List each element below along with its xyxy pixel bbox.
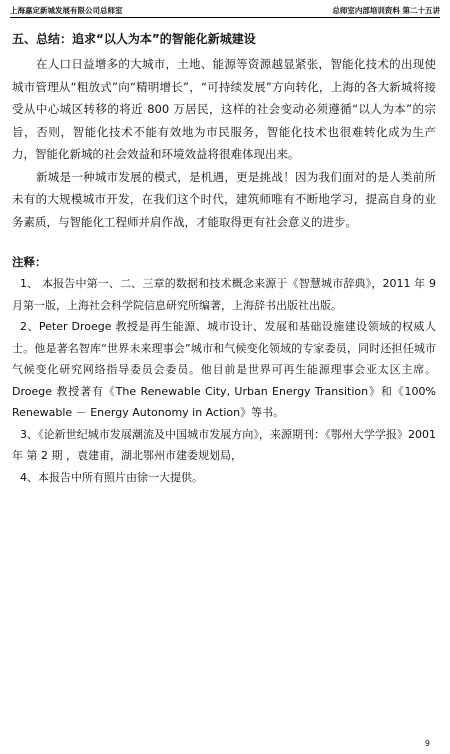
header-divider [10, 17, 440, 18]
note-item-1: 1、 本报告中第一、二、三章的数据和技术概念来源于《智慧城市辞典》，2011 年 9 月第一版，上海社会科学院信息研究所编著，上海辞书出版社出版。 [12, 277, 436, 312]
body-paragraph-2: 新城是一种城市发展的模式，是机遇，更是挑战！因为我们面对的是人类前所未有的大规模城市开发，在我们这个时代，建筑师唯有不断地学习，提高自身的业务素质，与智能化工程师并肩作战，才能取得更有社会意义的进步。 [12, 169, 436, 229]
section-spacer [12, 233, 436, 251]
document-body [12, 30, 436, 488]
notes-title: 注释： [12, 255, 47, 269]
header-series-title: 总师室内部培训资料 第二十五讲 [332, 6, 440, 15]
note-item-4: 4、本报告中所有照片由徐一大提供。 [20, 470, 203, 484]
page-number: 9 [424, 739, 430, 748]
section-title: 五、总结：追求“以人为本”的智能化新城建设 [12, 32, 256, 46]
page-header [10, 2, 440, 16]
header-organization: 上海嘉定新城发展有限公司总师室 [10, 6, 123, 15]
body-paragraph-1: 在人口日益增多的大城市，土地、能源等资源越显紧张，智能化技术的出现使城市管理从“粗放式”向“精明增长”，“可持续发展”方向转化，上海的各大新城将接受从中心城区转移的将近 800 万居民，这样的社会变动必须遵循“以人为本”的宗旨，否则，智能化技术不能有效地为市民服务，智能化技术也很难转化成为生产力，智能化新城的社会效益和环境效益将很难体现出来。 [12, 57, 436, 161]
note-item-2: 2、Peter Droege 教授是再生能源、城市设计、发展和基础设施建设领域的权威人士。他是著名智库“世界未来理事会”城市和气候变化领域的专家委员，同时还担任城市气候变化研究网络指导委员会委员。他目前是世界可再生能源理事会亚太区主席。Droege 教授著有《The Renewable City, Urban Energy Transition》和《100% Renewable － Energy Autonomy in Action》等书。 [12, 320, 436, 419]
note-item-3: 3、《论新世纪城市发展潮流及中国城市发展方向》，来源期刊：《鄂州大学学报》2001 年 第 2 期 ，袁建甫，湖北鄂州市建委规划局， [12, 427, 436, 462]
